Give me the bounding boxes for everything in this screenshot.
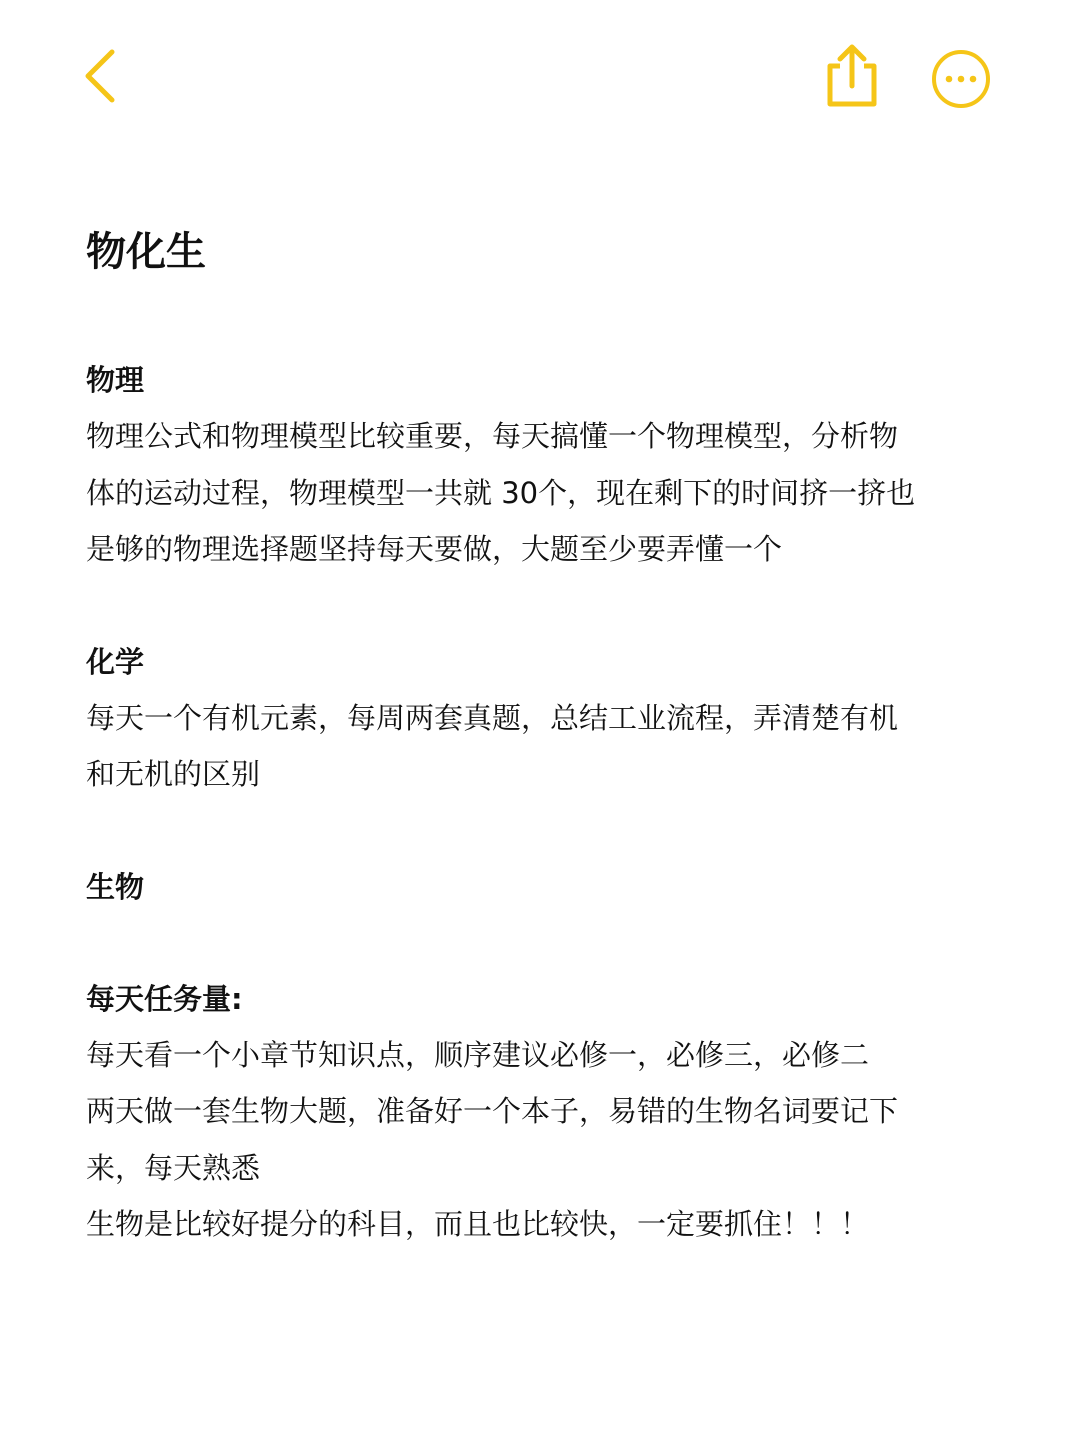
toolbar: [0, 0, 1080, 160]
ellipsis-circle-icon: [930, 48, 992, 110]
physics-heading: 物理: [86, 363, 145, 397]
note-body: [86, 352, 986, 1253]
biology-text: 每天看一个小章节知识点，顺序建议必修一，必修三，必修二 两天做一套生物大题，准备好一个本子，易错的生物名词要记下 来，每天熟悉 生物是比较好提分的科目，而且也比较快，一定要抓住！！！: [86, 1037, 899, 1241]
blank-line: [86, 803, 986, 859]
note-title: 物化生: [86, 229, 206, 275]
blank-line: [86, 578, 986, 634]
biology-heading: 生物: [86, 869, 145, 904]
physics-text: 物理公式和物理模型比较重要，每天搞懂一个物理模型，分析物 体的运动过程，物理模型一共就 30个，现在剩下的时间挤一挤也 是够的物理选择题坚持每天要做，大题至少要弄懂一个: [86, 419, 916, 566]
chemistry-heading: 化学: [86, 644, 145, 679]
share-button[interactable]: [818, 40, 884, 112]
blank-line: [86, 915, 986, 971]
back-button[interactable]: [74, 40, 130, 112]
note-content[interactable]: [86, 222, 986, 1253]
more-options-button[interactable]: [930, 48, 992, 110]
chevron-left-icon: [74, 40, 130, 112]
chemistry-text: 每天一个有机元素，每周两套真题，总结工业流程，弄清楚有机 和无机的区别: [86, 700, 899, 791]
share-icon: [818, 40, 884, 112]
daily-task-heading: 每天任务量:: [86, 981, 243, 1016]
